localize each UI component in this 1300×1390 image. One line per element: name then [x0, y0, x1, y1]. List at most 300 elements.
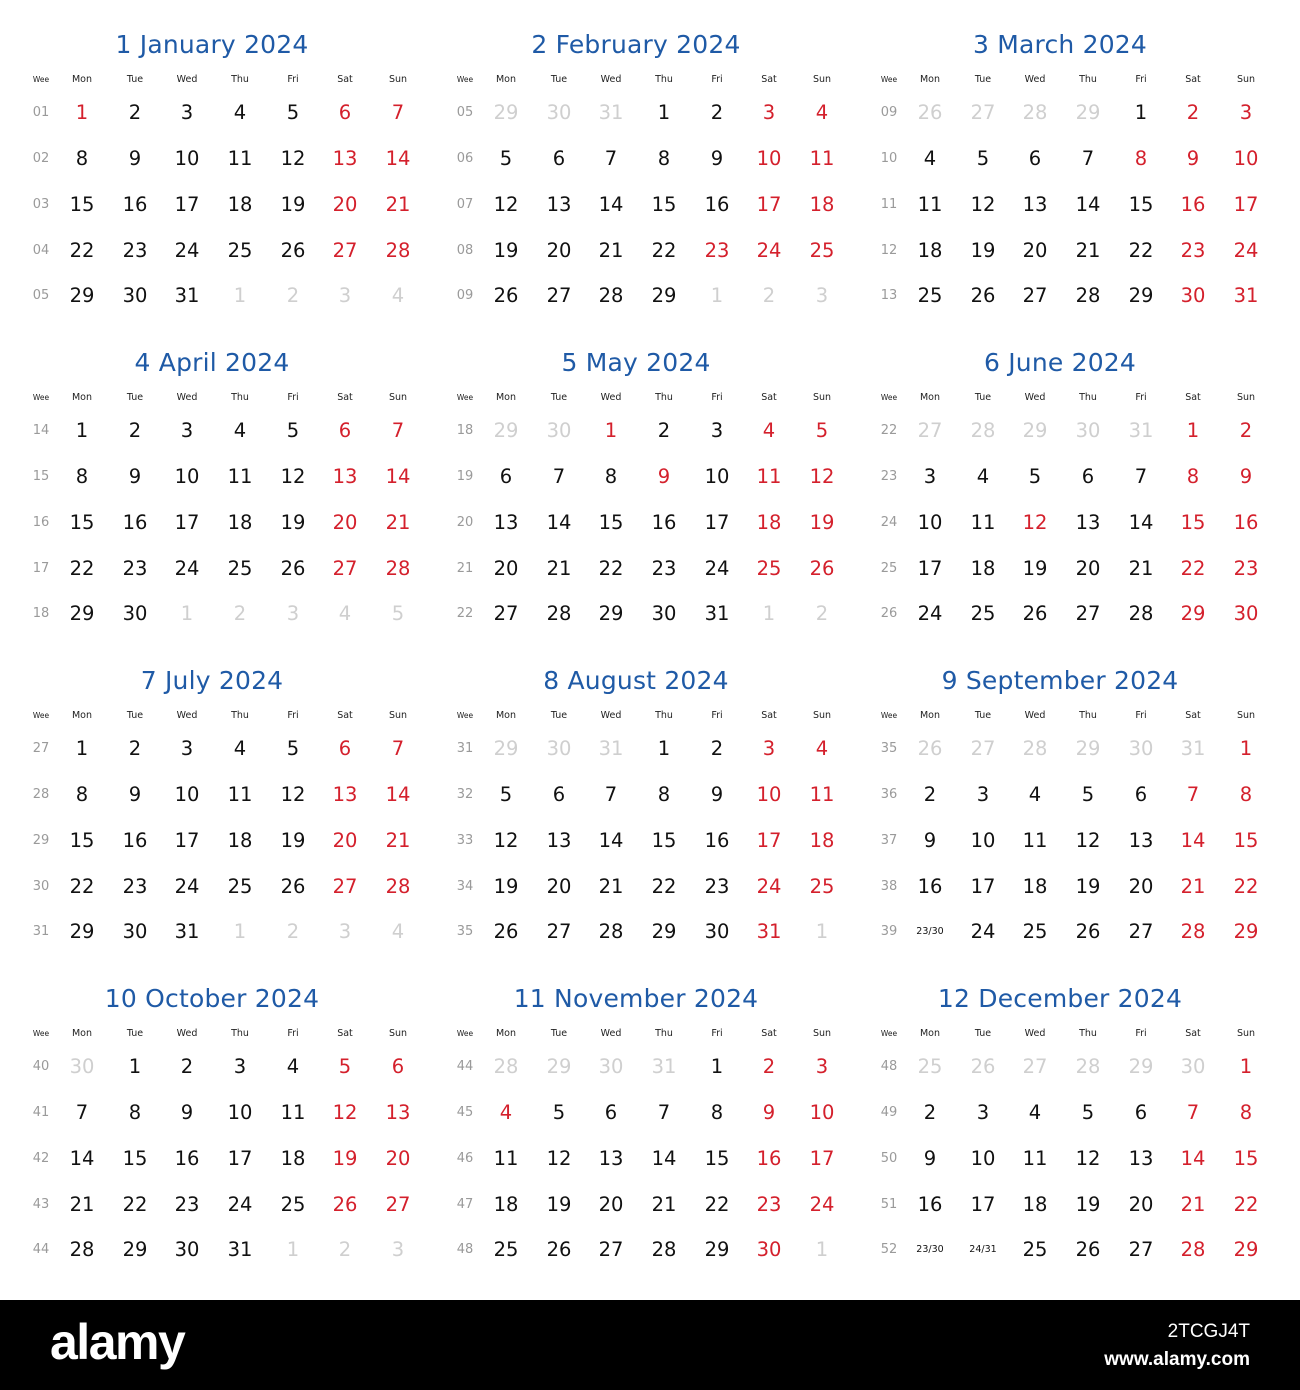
- day-cell: 21: [385, 829, 411, 852]
- day-cell: 25: [227, 557, 253, 580]
- day-cell-other-month: 30: [546, 419, 572, 442]
- day-cell: 23: [651, 557, 677, 580]
- day-cell: 16: [122, 193, 148, 216]
- day-cell: 31: [1233, 284, 1259, 307]
- day-cell: 13: [332, 783, 358, 806]
- month-title: 4 April 2024: [134, 348, 290, 377]
- day-cell: 25: [280, 1193, 306, 1216]
- weekday-header: Wed: [176, 1028, 198, 1039]
- week-number: 12: [880, 243, 898, 258]
- day-cell: 26: [809, 557, 835, 580]
- day-cell: 31: [174, 284, 200, 307]
- day-cell: 29: [651, 920, 677, 943]
- day-cell: 10: [704, 465, 730, 488]
- month-title: 3 March 2024: [972, 30, 1148, 59]
- day-cell: 20: [1128, 1193, 1154, 1216]
- day-cell-other-month: 25: [917, 1055, 943, 1078]
- day-cell: 28: [385, 875, 411, 898]
- day-cell: 12: [332, 1101, 358, 1124]
- day-cell: 5: [1081, 1101, 1095, 1124]
- day-cell: 30: [1233, 602, 1259, 625]
- day-cell: 17: [756, 193, 782, 216]
- day-cell: 5: [1028, 465, 1042, 488]
- day-cell: 12: [280, 147, 306, 170]
- day-cell-other-month: 3: [338, 284, 352, 307]
- day-cell: 28: [1075, 284, 1101, 307]
- day-cell-other-month: 1: [762, 602, 776, 625]
- day-cell: 12: [280, 465, 306, 488]
- week-number: 42: [32, 1151, 50, 1166]
- day-cell: 5: [815, 419, 829, 442]
- week-number: 15: [32, 469, 50, 484]
- day-cell-other-month: 4: [391, 284, 405, 307]
- day-cell: 25: [809, 239, 835, 262]
- day-cell: 24: [174, 875, 200, 898]
- day-cell-other-month: 31: [1180, 737, 1206, 760]
- week-number: 24: [880, 515, 898, 530]
- weekday-header: Mon: [71, 710, 93, 721]
- day-cell: 1: [1239, 1055, 1253, 1078]
- week-number: 01: [32, 105, 50, 120]
- week-number: 14: [32, 423, 50, 438]
- day-cell: 4: [233, 737, 247, 760]
- month-title: 11 November 2024: [513, 984, 759, 1013]
- day-cell: 25: [756, 557, 782, 580]
- month-title: 9 September 2024: [941, 666, 1179, 695]
- weekday-header: Sat: [337, 710, 353, 721]
- day-cell: 14: [1180, 1147, 1206, 1170]
- week-number: 10: [880, 151, 898, 166]
- day-cell: 2: [923, 783, 937, 806]
- day-cell: 16: [756, 1147, 782, 1170]
- day-cell: 26: [280, 557, 306, 580]
- weekday-header: Sat: [761, 392, 777, 403]
- day-cell: 28: [1128, 602, 1154, 625]
- weekday-header: Sun: [812, 392, 832, 403]
- day-cell: 18: [227, 511, 253, 534]
- day-cell: 27: [493, 602, 519, 625]
- weekday-header: Tue: [126, 392, 144, 403]
- day-cell: 11: [493, 1147, 519, 1170]
- day-cell-other-month: 28: [970, 419, 996, 442]
- week-number: 27: [32, 741, 50, 756]
- day-cell: 10: [174, 465, 200, 488]
- day-cell-other-month: 1: [815, 920, 829, 943]
- day-cell: 4: [499, 1101, 513, 1124]
- day-cell: 4: [233, 419, 247, 442]
- day-cell: 18: [1022, 1193, 1048, 1216]
- day-cell: 25: [1022, 920, 1048, 943]
- day-cell: 7: [604, 783, 618, 806]
- weekday-header: Wed: [600, 1028, 622, 1039]
- day-cell: 17: [227, 1147, 253, 1170]
- day-cell: 22: [1180, 557, 1206, 580]
- day-cell: 13: [1128, 1147, 1154, 1170]
- day-cell: 29: [704, 1238, 730, 1261]
- day-cell: 28: [651, 1238, 677, 1261]
- day-cell: 15: [651, 193, 677, 216]
- day-cell: 17: [809, 1147, 835, 1170]
- day-cell: 15: [122, 1147, 148, 1170]
- day-cell: 2: [710, 737, 724, 760]
- day-cell: 26: [332, 1193, 358, 1216]
- day-cell: 1: [75, 419, 89, 442]
- day-cell: 17: [704, 511, 730, 534]
- month-block: [848, 636, 1272, 954]
- week-number-header: Wee: [880, 75, 898, 84]
- day-cell: 19: [1075, 875, 1101, 898]
- day-cell: 10: [970, 1147, 996, 1170]
- day-cell: 3: [976, 783, 990, 806]
- weekday-header: Wed: [176, 74, 198, 85]
- day-cell: 6: [338, 419, 352, 442]
- day-cell: 30: [704, 920, 730, 943]
- week-number: 28: [32, 787, 50, 802]
- weekday-header: Wed: [1024, 710, 1046, 721]
- week-number: 16: [32, 515, 50, 530]
- week-number: 30: [32, 879, 50, 894]
- day-cell: 18: [1022, 875, 1048, 898]
- day-cell: 19: [280, 829, 306, 852]
- day-cell-other-month: 29: [1075, 101, 1101, 124]
- day-cell: 24: [174, 557, 200, 580]
- day-cell: 22: [69, 557, 95, 580]
- day-cell: 5: [499, 147, 513, 170]
- day-cell: 8: [604, 465, 618, 488]
- weekday-header: Mon: [495, 710, 517, 721]
- day-cell: 9: [1186, 147, 1200, 170]
- day-cell: 13: [598, 1147, 624, 1170]
- day-cell: 10: [756, 783, 782, 806]
- day-cell: 13: [546, 829, 572, 852]
- day-cell: 9: [128, 465, 142, 488]
- day-cell: 13: [493, 511, 519, 534]
- day-cell-other-month: 1: [180, 602, 194, 625]
- day-cell: 23: [122, 557, 148, 580]
- week-number-header: Wee: [456, 711, 474, 720]
- weekday-header: Tue: [550, 392, 568, 403]
- day-cell: 3: [762, 737, 776, 760]
- weekday-header: Sat: [1185, 710, 1201, 721]
- day-cell: 26: [970, 284, 996, 307]
- day-cell: 3: [1239, 101, 1253, 124]
- day-cell: 17: [970, 1193, 996, 1216]
- weekday-header: Mon: [919, 74, 941, 85]
- day-cell: 11: [1022, 1147, 1048, 1170]
- day-cell: 7: [1134, 465, 1148, 488]
- day-cell: 2: [128, 101, 142, 124]
- day-cell: 28: [598, 284, 624, 307]
- weekday-header: Mon: [495, 74, 517, 85]
- weekday-header: Fri: [1135, 392, 1147, 403]
- weekday-header: Tue: [550, 710, 568, 721]
- day-cell: 21: [598, 239, 624, 262]
- week-number: 40: [32, 1059, 50, 1074]
- day-cell-other-month: 1: [710, 284, 724, 307]
- day-cell: 3: [180, 419, 194, 442]
- day-cell: 24: [917, 602, 943, 625]
- day-cell: 11: [970, 511, 996, 534]
- day-cell: 15: [69, 193, 95, 216]
- day-cell: 25: [809, 875, 835, 898]
- weekday-header: Sat: [761, 710, 777, 721]
- day-cell-other-month: 4: [391, 920, 405, 943]
- day-cell-other-month: 2: [233, 602, 247, 625]
- day-cell: 30: [1180, 284, 1206, 307]
- week-number-header: Wee: [32, 393, 50, 402]
- weekday-header: Wed: [1024, 392, 1046, 403]
- day-cell: 11: [227, 465, 253, 488]
- day-cell: 29: [1180, 602, 1206, 625]
- day-cell: 21: [1128, 557, 1154, 580]
- day-cell: 3: [923, 465, 937, 488]
- week-number: 20: [456, 515, 474, 530]
- day-cell: 16: [122, 511, 148, 534]
- day-cell-other-month: 2: [762, 284, 776, 307]
- weekday-header: Fri: [1135, 710, 1147, 721]
- weekday-header: Sat: [337, 1028, 353, 1039]
- day-cell: 6: [552, 147, 566, 170]
- day-cell: 7: [657, 1101, 671, 1124]
- week-number: 49: [880, 1105, 898, 1120]
- day-cell: 12: [1022, 511, 1048, 534]
- day-cell: 8: [657, 147, 671, 170]
- week-number-header: Wee: [456, 393, 474, 402]
- day-cell-other-month: 27: [917, 419, 943, 442]
- day-cell-other-month: 27: [970, 737, 996, 760]
- day-cell: 31: [227, 1238, 253, 1261]
- day-cell: 14: [385, 465, 411, 488]
- day-cell: 12: [280, 783, 306, 806]
- week-number: 34: [456, 879, 474, 894]
- day-cell: 27: [332, 557, 358, 580]
- day-cell: 6: [499, 465, 513, 488]
- day-cell: 19: [1075, 1193, 1101, 1216]
- day-cell: 22: [1128, 239, 1154, 262]
- day-cell: 10: [1233, 147, 1259, 170]
- day-cell: 26: [280, 239, 306, 262]
- day-cell: 21: [69, 1193, 95, 1216]
- day-cell: 22: [122, 1193, 148, 1216]
- week-number: 05: [456, 105, 474, 120]
- day-cell: 22: [1233, 1193, 1259, 1216]
- day-cell: 20: [332, 511, 358, 534]
- weekday-header: Fri: [711, 74, 723, 85]
- day-cell: 15: [598, 511, 624, 534]
- day-cell: 17: [917, 557, 943, 580]
- day-cell: 27: [332, 239, 358, 262]
- week-number: 13: [880, 288, 898, 303]
- day-cell: 22: [651, 875, 677, 898]
- day-cell: 14: [598, 193, 624, 216]
- day-cell: 8: [75, 783, 89, 806]
- day-cell: 7: [75, 1101, 89, 1124]
- month-block: [0, 318, 424, 636]
- week-number: 23: [880, 469, 898, 484]
- day-cell: 3: [762, 101, 776, 124]
- day-cell: 27: [1075, 602, 1101, 625]
- day-cell: 22: [69, 875, 95, 898]
- day-cell: 20: [598, 1193, 624, 1216]
- day-cell-other-month: 30: [546, 737, 572, 760]
- day-cell: 24: [704, 557, 730, 580]
- week-number: 39: [880, 924, 898, 939]
- day-cell: 14: [546, 511, 572, 534]
- week-number: 31: [456, 741, 474, 756]
- day-cell: 13: [546, 193, 572, 216]
- month-block: [424, 636, 848, 954]
- day-cell: 28: [598, 920, 624, 943]
- day-cell: 2: [657, 419, 671, 442]
- weekday-header: Sat: [1185, 74, 1201, 85]
- day-cell: 18: [917, 239, 943, 262]
- day-cell: 26: [493, 920, 519, 943]
- day-cell: 24: [227, 1193, 253, 1216]
- day-cell: 5: [976, 147, 990, 170]
- day-cell: 16: [1180, 193, 1206, 216]
- weekday-header: Wed: [1024, 1028, 1046, 1039]
- day-cell: 22: [704, 1193, 730, 1216]
- day-cell: 12: [1075, 1147, 1101, 1170]
- day-cell: 17: [174, 193, 200, 216]
- week-number-header: Wee: [32, 75, 50, 84]
- day-cell: 6: [338, 101, 352, 124]
- day-cell: 22: [69, 239, 95, 262]
- weekday-header: Sat: [337, 74, 353, 85]
- day-cell: 15: [1128, 193, 1154, 216]
- day-cell: 27: [1022, 284, 1048, 307]
- day-cell: 13: [1075, 511, 1101, 534]
- day-cell: 23: [122, 239, 148, 262]
- day-cell: 20: [1075, 557, 1101, 580]
- week-number-header: Wee: [880, 711, 898, 720]
- week-number: 18: [456, 423, 474, 438]
- day-cell: 4: [286, 1055, 300, 1078]
- day-cell: 2: [128, 419, 142, 442]
- day-cell: 18: [280, 1147, 306, 1170]
- day-cell-other-month: 26: [917, 101, 943, 124]
- day-cell: 3: [710, 419, 724, 442]
- day-cell: 2: [710, 101, 724, 124]
- day-cell: 19: [493, 875, 519, 898]
- day-cell: 4: [762, 419, 776, 442]
- day-cell: 12: [1075, 829, 1101, 852]
- day-cell-other-month: 3: [338, 920, 352, 943]
- day-cell: 15: [1233, 829, 1259, 852]
- weekday-header: Thu: [655, 74, 673, 85]
- month-block: [848, 0, 1272, 318]
- day-cell-other-month: 28: [493, 1055, 519, 1078]
- day-cell: 20: [546, 875, 572, 898]
- weekday-header: Fri: [711, 710, 723, 721]
- weekday-header: Sat: [1185, 392, 1201, 403]
- weekday-header: Fri: [287, 74, 299, 85]
- weekday-header: Tue: [126, 74, 144, 85]
- weekday-header: Tue: [974, 74, 992, 85]
- day-cell: 11: [1022, 829, 1048, 852]
- day-cell: 27: [598, 1238, 624, 1261]
- day-cell: 30: [122, 284, 148, 307]
- weekday-header: Sun: [1236, 1028, 1256, 1039]
- day-cell: 22: [598, 557, 624, 580]
- month-title: 1 January 2024: [115, 30, 309, 59]
- day-cell-other-month: 3: [286, 602, 300, 625]
- week-number: 06: [456, 151, 474, 166]
- day-cell: 4: [1028, 1101, 1042, 1124]
- day-cell: 14: [1128, 511, 1154, 534]
- site-url: www.alamy.com: [1104, 1349, 1250, 1370]
- weekday-header: Fri: [1135, 74, 1147, 85]
- day-cell: 26: [1075, 1238, 1101, 1261]
- week-number: 09: [880, 105, 898, 120]
- weekday-header: Sun: [388, 1028, 408, 1039]
- day-cell: 1: [1186, 419, 1200, 442]
- day-cell: 5: [499, 783, 513, 806]
- day-cell: 29: [69, 920, 95, 943]
- weekday-header: Wed: [176, 710, 198, 721]
- day-cell: 6: [338, 737, 352, 760]
- weekday-header: Tue: [550, 1028, 568, 1039]
- day-cell: 19: [332, 1147, 358, 1170]
- day-cell: 20: [385, 1147, 411, 1170]
- day-cell: 13: [332, 147, 358, 170]
- day-cell: 7: [604, 147, 618, 170]
- day-cell-other-month: 2: [286, 920, 300, 943]
- weekday-header: Thu: [1079, 74, 1097, 85]
- weekday-header: Thu: [655, 1028, 673, 1039]
- weekday-header: Fri: [1135, 1028, 1147, 1039]
- day-cell: 4: [815, 737, 829, 760]
- day-cell: 16: [704, 193, 730, 216]
- day-cell: 1: [657, 737, 671, 760]
- day-cell: 18: [227, 829, 253, 852]
- weekday-header: Wed: [1024, 74, 1046, 85]
- day-cell: 17: [970, 875, 996, 898]
- day-cell-other-month: 1: [815, 1238, 829, 1261]
- week-number-header: Wee: [880, 1029, 898, 1038]
- day-cell: 24: [970, 920, 996, 943]
- day-cell: 5: [286, 737, 300, 760]
- day-cell: 9: [657, 465, 671, 488]
- day-cell: 2: [180, 1055, 194, 1078]
- day-cell: 3: [976, 1101, 990, 1124]
- day-cell-other-month: 28: [1075, 1055, 1101, 1078]
- month-block: [424, 954, 848, 1272]
- weekday-header: Wed: [600, 710, 622, 721]
- day-cell: 27: [332, 875, 358, 898]
- day-cell: 16: [651, 511, 677, 534]
- weekday-header: Tue: [550, 74, 568, 85]
- day-cell: 12: [970, 193, 996, 216]
- weekday-header: Sat: [337, 392, 353, 403]
- day-cell: 4: [976, 465, 990, 488]
- day-cell: 5: [338, 1055, 352, 1078]
- week-number: 09: [456, 288, 474, 303]
- day-cell-other-month: 30: [1128, 737, 1154, 760]
- month-block: [848, 318, 1272, 636]
- day-cell: 20: [1022, 239, 1048, 262]
- month-block: [848, 954, 1272, 1272]
- day-cell: 18: [493, 1193, 519, 1216]
- week-number-header: Wee: [32, 1029, 50, 1038]
- week-number: 50: [880, 1151, 898, 1166]
- week-number: 41: [32, 1105, 50, 1120]
- day-cell: 14: [385, 147, 411, 170]
- day-cell: 18: [970, 557, 996, 580]
- day-cell: 21: [385, 511, 411, 534]
- week-number: 31: [32, 924, 50, 939]
- week-number: 51: [880, 1197, 898, 1212]
